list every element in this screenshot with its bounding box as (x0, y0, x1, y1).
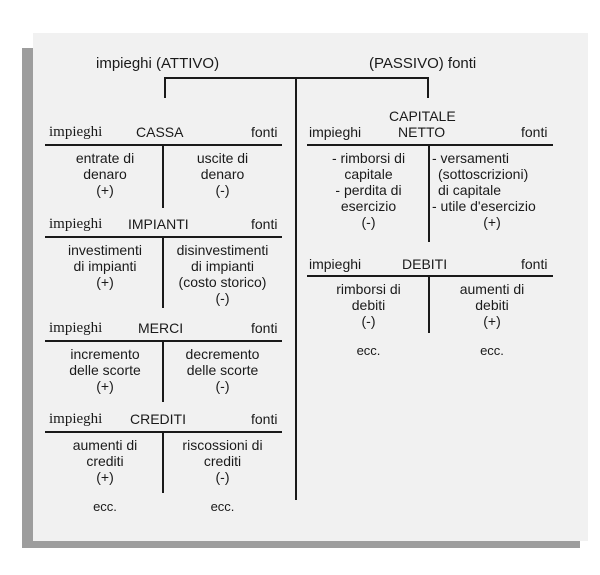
fonti-label: fonti (251, 124, 278, 140)
impieghi-label: impieghi (49, 124, 103, 140)
credit-line: (sottoscrizioni) (438, 166, 529, 182)
account-title: MERCI (138, 320, 184, 336)
credit-line: denaro (200, 166, 245, 182)
impieghi-label: impieghi (309, 256, 362, 272)
debit-sign: (-) (361, 214, 376, 230)
debit-sign: (+) (96, 378, 114, 394)
fonti-label: fonti (251, 320, 278, 336)
debit-line: delle scorte (69, 362, 141, 378)
header-attivo: impieghi (ATTIVO) (96, 55, 220, 72)
fonti-label: fonti (251, 216, 278, 232)
t-account-stem (428, 275, 430, 333)
debit-line: denaro (83, 166, 127, 182)
fonti-label: fonti (251, 411, 278, 427)
debit-line: - perdita di (335, 182, 402, 198)
account-title: DEBITI (402, 256, 448, 272)
ecc-label: ecc. (210, 499, 235, 514)
fonti-label: fonti (521, 256, 548, 272)
fonti-label: fonti (521, 124, 548, 140)
t-account-stem (162, 236, 164, 308)
ecc-label: ecc. (356, 343, 381, 358)
debit-line: aumenti di (72, 437, 138, 453)
credit-sign: (-) (215, 290, 230, 306)
debit-line: debiti (351, 297, 386, 313)
header-passivo: (PASSIVO) fonti (369, 55, 477, 72)
t-account-stem (162, 431, 164, 493)
ecc-label: ecc. (480, 343, 504, 358)
debit-line: di impianti (73, 258, 137, 274)
credit-line: delle scorte (186, 362, 259, 378)
debit-line: esercizio (340, 198, 397, 214)
credit-sign: (+) (483, 313, 501, 329)
debit-line: entrate di (75, 150, 135, 166)
credit-line: di capitale (438, 182, 502, 198)
credit-sign: (+) (483, 214, 501, 230)
credit-line: - versamenti (432, 150, 510, 166)
left-drop-line (164, 77, 166, 98)
t-account-bar (307, 144, 553, 146)
credit-line: uscite di (196, 150, 249, 166)
credit-line: - utile d'esercizio (432, 198, 536, 214)
account-title: NETTO (398, 124, 446, 140)
credit-line: aumenti di (459, 281, 525, 297)
debit-line: capitale (344, 166, 393, 182)
credit-line: di impianti (190, 258, 255, 274)
debit-sign: (+) (96, 274, 114, 290)
t-account-stem (162, 340, 164, 402)
main-divider-line (295, 77, 297, 500)
ecc-label: ecc. (93, 499, 117, 514)
impieghi-label: impieghi (309, 124, 362, 140)
debit-sign: (-) (361, 313, 376, 329)
debit-line: rimborsi di (336, 281, 401, 297)
t-account-bar (307, 275, 553, 277)
t-account-stem (428, 144, 430, 242)
credit-line: (costo storico) (178, 274, 267, 290)
impieghi-label: impieghi (49, 320, 103, 336)
debit-line: incremento (70, 346, 140, 362)
credit-line: debiti (475, 297, 509, 313)
credit-sign: (-) (215, 469, 230, 485)
debit-sign: (+) (96, 469, 114, 485)
impieghi-label: impieghi (49, 411, 103, 427)
credit-line: disinvestimenti (176, 242, 269, 258)
debit-line: investimenti (68, 242, 142, 258)
debit-line: crediti (86, 453, 124, 469)
account-title: IMPIANTI (128, 216, 189, 232)
debit-line: - rimborsi di (331, 150, 406, 166)
credit-line: crediti (203, 453, 242, 469)
credit-line: riscossioni di (182, 437, 263, 453)
account-title: CAPITALE (389, 108, 456, 124)
account-title: CREDITI (130, 411, 186, 427)
impieghi-label: impieghi (49, 216, 103, 232)
right-drop-line (427, 77, 429, 98)
credit-sign: (-) (215, 182, 230, 198)
debit-sign: (+) (96, 182, 114, 198)
account-title: CASSA (136, 124, 184, 140)
credit-line: decremento (185, 346, 260, 362)
credit-sign: (-) (215, 378, 230, 394)
t-account-stem (162, 144, 164, 208)
